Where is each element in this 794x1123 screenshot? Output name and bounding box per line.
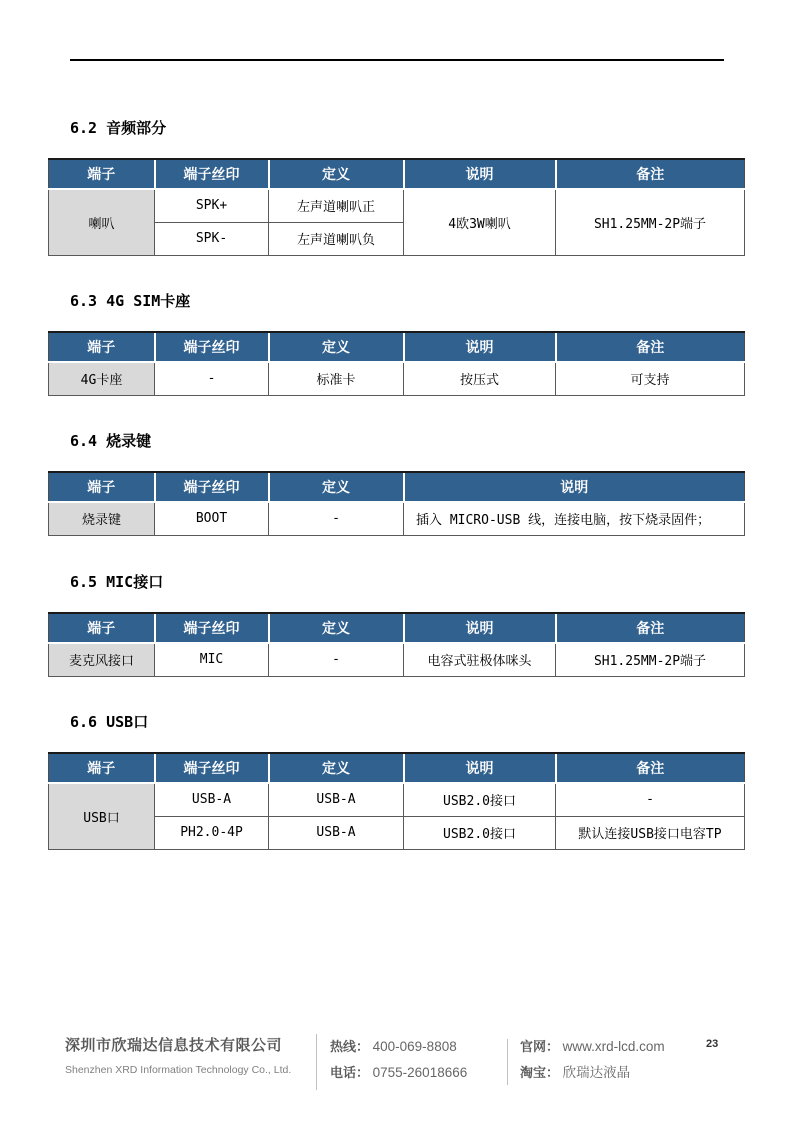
header-cell: 备注 (556, 753, 745, 783)
table-header-row (49, 613, 745, 643)
cell: USB-A (269, 816, 404, 849)
section-boot-key (48, 431, 744, 536)
cell: SH1.25MM-2P端子 (556, 643, 745, 676)
section-heading: 6.6 USB口 (70, 713, 149, 731)
header-cell: 端子 (49, 159, 155, 189)
cell: SPK+ (155, 189, 269, 222)
table-row (49, 502, 745, 535)
cell: - (269, 643, 404, 676)
table-row (49, 643, 745, 676)
header-cell: 说明 (404, 159, 556, 189)
header-cell: 定义 (269, 613, 404, 643)
header-cell: 说明 (404, 753, 556, 783)
cell: PH2.0-4P (155, 816, 269, 849)
cell: BOOT (155, 502, 269, 535)
header-cell: 端子 (49, 753, 155, 783)
section-heading: 6.2 音频部分 (70, 119, 167, 137)
hotline-row (330, 1037, 467, 1056)
phone-label: 电话： (330, 1065, 370, 1080)
cell: 左声道喇叭正 (269, 189, 404, 222)
header-cell: 定义 (269, 472, 404, 502)
section-heading: 6.5 MIC接口 (70, 573, 164, 591)
header-rule (70, 59, 724, 61)
cell: - (155, 362, 269, 395)
hotline-label: 热线： (330, 1039, 370, 1054)
spec-table-usb (48, 752, 745, 850)
header-cell: 端子丝印 (155, 753, 269, 783)
cell: SPK- (155, 222, 269, 255)
cell: 插入 MICRO-USB 线，连接电脑，按下烧录固件； (404, 502, 745, 535)
cell: MIC (155, 643, 269, 676)
header-cell: 端子丝印 (155, 332, 269, 362)
cell: USB-A (269, 783, 404, 816)
header-cell: 端子丝印 (155, 613, 269, 643)
website-label: 官网： (520, 1039, 560, 1054)
header-cell: 定义 (269, 159, 404, 189)
header-cell: 说明 (404, 332, 556, 362)
cell: USB2.0接口 (404, 783, 556, 816)
section-mic (48, 572, 744, 677)
table-header-row (49, 159, 745, 189)
cell: SH1.25MM-2P端子 (556, 189, 745, 255)
hotline-value: 400-069-8808 (372, 1039, 457, 1054)
cell: 电容式驻极体咪头 (404, 643, 556, 676)
section-heading: 6.3 4G SIM卡座 (70, 292, 191, 310)
header-cell: 端子 (49, 332, 155, 362)
table-row (49, 783, 745, 816)
phone-value: 0755-26018666 (372, 1065, 468, 1080)
header-cell: 备注 (556, 159, 745, 189)
header-cell: 定义 (269, 753, 404, 783)
cell: 左声道喇叭负 (269, 222, 404, 255)
section-sim (48, 291, 744, 396)
cell: - (556, 783, 745, 816)
footer-company (65, 1036, 310, 1078)
taobao-label: 淘宝： (520, 1065, 560, 1080)
cell: 烧录键 (49, 502, 155, 535)
cell: 4G卡座 (49, 362, 155, 395)
footer-divider (507, 1039, 508, 1085)
header-cell: 说明 (404, 472, 745, 502)
cell: USB口 (49, 783, 155, 849)
website-row (520, 1037, 665, 1056)
cell: USB2.0接口 (404, 816, 556, 849)
page-number: 23 (706, 1038, 719, 1050)
cell: 默认连接USB接口电容TP (556, 816, 745, 849)
table-row (49, 189, 745, 222)
cell: 喇叭 (49, 189, 155, 255)
header-cell: 备注 (556, 613, 745, 643)
taobao-row (520, 1063, 665, 1082)
header-cell: 端子 (49, 613, 155, 643)
page-footer (0, 1030, 794, 1100)
spec-table-mic (48, 612, 745, 677)
footer-divider (316, 1034, 317, 1090)
phone-row (330, 1063, 467, 1082)
footer-web (520, 1037, 665, 1089)
section-heading: 6.4 烧录键 (70, 432, 152, 450)
cell: 麦克风接口 (49, 643, 155, 676)
cell: 按压式 (404, 362, 556, 395)
table-row (49, 362, 745, 395)
header-cell: 定义 (269, 332, 404, 362)
spec-table-sim (48, 331, 745, 396)
cell: USB-A (155, 783, 269, 816)
taobao-value: 欣瑞达液晶 (562, 1065, 631, 1080)
header-cell: 端子丝印 (155, 159, 269, 189)
website-value: www.xrd-lcd.com (562, 1039, 665, 1054)
section-usb (48, 712, 744, 850)
company-name-en: Shenzhen XRD Information Technology Co., Ltd. (65, 1064, 292, 1076)
header-cell: 端子 (49, 472, 155, 502)
header-cell: 端子丝印 (155, 472, 269, 502)
header-cell: 备注 (556, 332, 745, 362)
cell: - (269, 502, 404, 535)
cell: 可支持 (556, 362, 745, 395)
cell: 4欧3W喇叭 (404, 189, 556, 255)
footer-contact (330, 1037, 467, 1089)
section-audio (48, 118, 744, 256)
table-header-row (49, 332, 745, 362)
spec-table-audio (48, 158, 745, 256)
table-header-row (49, 753, 745, 783)
company-name-cn: 深圳市欣瑞达信息技术有限公司 (65, 1037, 283, 1054)
cell: 标准卡 (269, 362, 404, 395)
spec-table-boot (48, 471, 745, 536)
header-cell: 说明 (404, 613, 556, 643)
table-header-row (49, 472, 745, 502)
